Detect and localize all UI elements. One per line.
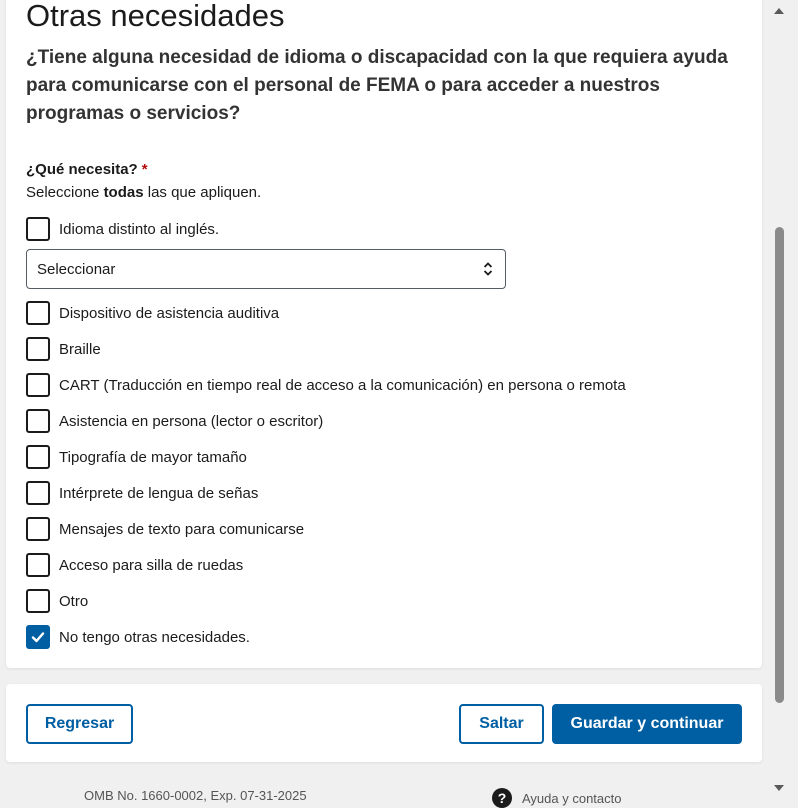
checkbox-option-text-messages[interactable] — [26, 517, 304, 541]
skip-button[interactable]: Saltar — [459, 704, 544, 744]
checkbox-label: Tipografía de mayor tamaño — [59, 448, 247, 466]
checkbox-box[interactable] — [26, 553, 50, 577]
checkbox-box[interactable] — [26, 481, 50, 505]
checkbox-label: Otro — [59, 592, 89, 610]
checkbox-option-sign-language[interactable] — [26, 481, 258, 505]
checkbox-label: Intérprete de lengua de señas — [59, 484, 259, 502]
checkbox-option-hearing-device[interactable] — [26, 301, 279, 325]
page-title: Otras necesidades — [26, 0, 285, 33]
checkbox-label: CART (Traducción en tiempo real de acceso a la comunicación) en persona o remota — [59, 376, 626, 394]
help-icon: ? — [492, 788, 512, 808]
omb-number: OMB No. 1660-0002, Exp. 07-31-2025 — [84, 788, 307, 803]
checkbox-label: Idioma distinto al inglés. — [59, 220, 220, 238]
field-label — [26, 160, 148, 180]
checkbox-option-cart[interactable] — [26, 373, 626, 397]
language-select-value: Seleccionar — [37, 260, 116, 278]
field-label-text: ¿Qué necesita? — [26, 161, 138, 178]
required-mark: * — [141, 161, 148, 178]
scroll-up-arrow-icon[interactable] — [774, 2, 784, 20]
checkbox-option-in-person-assistance[interactable] — [26, 409, 323, 433]
checkbox-label: Acceso para silla de ruedas — [59, 556, 244, 574]
checkbox-label: Braille — [59, 340, 101, 358]
checkbox-box[interactable] — [26, 625, 50, 649]
checkbox-option-no-needs[interactable] — [26, 625, 250, 649]
checkmark-icon — [30, 629, 46, 645]
checkbox-option-large-print[interactable] — [26, 445, 247, 469]
checkbox-label: Mensajes de texto para comunicarse — [59, 520, 305, 538]
checkbox-option-other[interactable] — [26, 589, 88, 613]
help-link[interactable] — [492, 788, 622, 808]
checkbox-box[interactable] — [26, 517, 50, 541]
checkbox-option-braille[interactable] — [26, 337, 101, 361]
hint-suffix: las que apliquen. — [143, 184, 262, 201]
scroll-down-arrow-icon[interactable] — [774, 779, 784, 797]
checkbox-label: Dispositivo de asistencia auditiva — [59, 304, 280, 322]
hint-bold: todas — [103, 184, 144, 201]
page-question: ¿Tiene alguna necesidad de idioma o discapacidad con la que requiera ayuda para comunicarse con el personal de FEMA o para acceder a nuestros programas o servicios? — [26, 47, 728, 124]
back-button[interactable]: Regresar — [26, 704, 133, 744]
checkbox-box[interactable] — [26, 337, 50, 361]
field-hint — [26, 183, 261, 203]
checkbox-box[interactable] — [26, 373, 50, 397]
checkbox-option-wheelchair[interactable] — [26, 553, 243, 577]
help-text: Ayuda y contacto — [522, 790, 622, 806]
language-select[interactable] — [26, 249, 506, 289]
checkbox-box[interactable] — [26, 409, 50, 433]
checkbox-box[interactable] — [26, 589, 50, 613]
checkbox-label: Asistencia en persona (lector o escritor) — [59, 412, 324, 430]
select-arrows-icon — [483, 261, 493, 282]
hint-prefix: Seleccione — [26, 184, 104, 201]
checkbox-option-language[interactable] — [26, 217, 219, 241]
checkbox-label: No tengo otras necesidades. — [59, 628, 250, 646]
scrollbar-thumb[interactable] — [775, 227, 784, 703]
checkbox-box[interactable] — [26, 217, 50, 241]
checkbox-box[interactable] — [26, 301, 50, 325]
checkbox-box[interactable] — [26, 445, 50, 469]
save-continue-button[interactable]: Guardar y continuar — [552, 704, 742, 744]
